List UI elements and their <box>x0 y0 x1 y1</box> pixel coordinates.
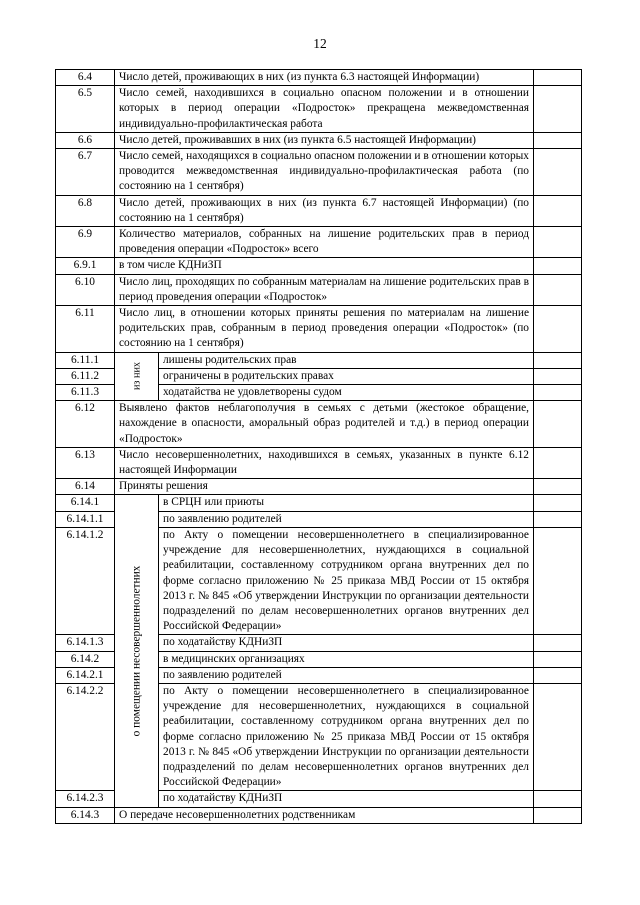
value-cell[interactable] <box>534 807 582 823</box>
row-text: Число детей, проживающих в них (из пункта 6.7 настоящей Информации) (по состоянию на 1 сентября) <box>115 195 534 226</box>
row-number: 6.14.1.3 <box>56 635 115 651</box>
row-text: по заявлению родителей <box>159 667 534 683</box>
row-number: 6.14 <box>56 479 115 495</box>
row-text: Количество материалов, собранных на лишение родительских прав в период проведения операции «Подросток» всего <box>115 227 534 258</box>
row-number: 6.13 <box>56 447 115 478</box>
value-cell[interactable] <box>534 401 582 448</box>
value-cell[interactable] <box>534 227 582 258</box>
value-cell[interactable] <box>534 527 582 634</box>
table-row <box>56 479 582 495</box>
report-table <box>55 69 582 824</box>
table-row <box>56 447 582 478</box>
group-label-iz-nih: из них <box>131 362 142 391</box>
table-row <box>56 149 582 196</box>
row-number: 6.7 <box>56 149 115 196</box>
table-row <box>56 352 582 368</box>
value-cell[interactable] <box>534 791 582 807</box>
value-cell[interactable] <box>534 683 582 790</box>
table-row <box>56 274 582 305</box>
value-cell[interactable] <box>534 352 582 368</box>
row-text: в медицинских организациях <box>159 651 534 667</box>
row-number: 6.4 <box>56 70 115 86</box>
row-number: 6.14.2.3 <box>56 791 115 807</box>
row-text: ограничены в родительских правах <box>159 368 534 384</box>
row-text: по Акту о помещении несовершеннолетнего в специализированное учреждение для несовершеннолетних, нуждающихся в социальной реабилитации, составленному сотрудником органа внутренних дел по форме согласно приложению № 25 приказа МВД России от 15 октября 2013 г. № 845 «Об утверждении Инструкции по организации деятельности подразделений по делам несовершеннолетних органов внутренних дел Российской Федерации» <box>159 527 534 634</box>
value-cell[interactable] <box>534 70 582 86</box>
row-text: Число семей, находившихся в социально опасном положении и в отношении которых в период операции «Подросток» прекращена межведомственная индивидуально-профилактическая работа <box>115 86 534 133</box>
row-text: в СРЦН или приюты <box>159 495 534 511</box>
table-row <box>56 401 582 448</box>
table-row <box>56 70 582 86</box>
value-cell[interactable] <box>534 651 582 667</box>
row-text: ходатайства не удовлетворены судом <box>159 385 534 401</box>
row-text: по Акту о помещении несовершеннолетнего в специализированное учреждение для несовершеннолетних, нуждающихся в социальной реабилитации, составленному сотрудником органа внутренних дел по форме согласно приложению № 25 приказа МВД России от 15 октября 2013 г. № 845 «Об утверждении Инструкции по организации деятельности подразделений по делам несовершеннолетних органов внутренних дел Российской Федерации» <box>159 683 534 790</box>
value-cell[interactable] <box>534 132 582 148</box>
value-cell[interactable] <box>534 368 582 384</box>
row-text: Число лиц, в отношении которых приняты решения по материалам на лишение родительских прав, собранным в период проведения операции «Подросток» (по состоянию на 1 сентября) <box>115 306 534 353</box>
row-number: 6.8 <box>56 195 115 226</box>
table-row <box>56 495 582 511</box>
table-row <box>56 227 582 258</box>
row-text: Приняты решения <box>115 479 534 495</box>
table-row <box>56 258 582 274</box>
table-row <box>56 195 582 226</box>
group-label-cell <box>115 495 159 807</box>
row-number: 6.10 <box>56 274 115 305</box>
row-text: Число лиц, проходящих по собранным материалам на лишение родительских прав в период проведения операции «Подросток» <box>115 274 534 305</box>
value-cell[interactable] <box>534 274 582 305</box>
row-number: 6.11 <box>56 306 115 353</box>
value-cell[interactable] <box>534 306 582 353</box>
row-number: 6.9.1 <box>56 258 115 274</box>
row-number: 6.14.1 <box>56 495 115 511</box>
row-text: Число семей, находящихся в социально опасном положении и в отношении которых проводится межведомственная индивидуально-профилактическая работа (по состоянию на 1 сентября) <box>115 149 534 196</box>
row-text: О передаче несовершеннолетних родственникам <box>115 807 534 823</box>
row-number: 6.14.2.1 <box>56 667 115 683</box>
row-number: 6.12 <box>56 401 115 448</box>
page-number: 12 <box>313 36 327 51</box>
group-label-cell <box>115 352 159 401</box>
value-cell[interactable] <box>534 479 582 495</box>
row-number: 6.9 <box>56 227 115 258</box>
row-number: 6.11.3 <box>56 385 115 401</box>
value-cell[interactable] <box>534 447 582 478</box>
row-number: 6.14.2.2 <box>56 683 115 790</box>
row-number: 6.14.1.1 <box>56 511 115 527</box>
value-cell[interactable] <box>534 149 582 196</box>
row-text: по ходатайству КДНиЗП <box>159 635 534 651</box>
row-number: 6.14.1.2 <box>56 527 115 634</box>
value-cell[interactable] <box>534 495 582 511</box>
row-text: по ходатайству КДНиЗП <box>159 791 534 807</box>
row-text: Число детей, проживающих в них (из пункта 6.3 настоящей Информации) <box>115 70 534 86</box>
row-text: по заявлению родителей <box>159 511 534 527</box>
value-cell[interactable] <box>534 511 582 527</box>
value-cell[interactable] <box>534 258 582 274</box>
row-text: в том числе КДНиЗП <box>115 258 534 274</box>
row-text: Число детей, проживавших в них (из пункта 6.5 настоящей Информации) <box>115 132 534 148</box>
row-text: лишены родительских прав <box>159 352 534 368</box>
group-label-placement: о помещении несовершеннолетних <box>130 565 142 737</box>
value-cell[interactable] <box>534 667 582 683</box>
row-number: 6.6 <box>56 132 115 148</box>
row-text: Выявлено фактов неблагополучия в семьях с детьми (жестокое обращение, нахождение в опасности, аморальный образ родителей и т.д.) в период операции «Подросток» <box>115 401 534 448</box>
value-cell[interactable] <box>534 86 582 133</box>
table-row <box>56 86 582 133</box>
row-number: 6.14.2 <box>56 651 115 667</box>
row-number: 6.11.2 <box>56 368 115 384</box>
table-row <box>56 306 582 353</box>
row-text: Число несовершеннолетних, находившихся в семьях, указанных в пункте 6.12 настоящей Информации <box>115 447 534 478</box>
value-cell[interactable] <box>534 635 582 651</box>
row-number: 6.11.1 <box>56 352 115 368</box>
table-row <box>56 132 582 148</box>
row-number: 6.14.3 <box>56 807 115 823</box>
table-row <box>56 807 582 823</box>
value-cell[interactable] <box>534 385 582 401</box>
row-number: 6.5 <box>56 86 115 133</box>
value-cell[interactable] <box>534 195 582 226</box>
